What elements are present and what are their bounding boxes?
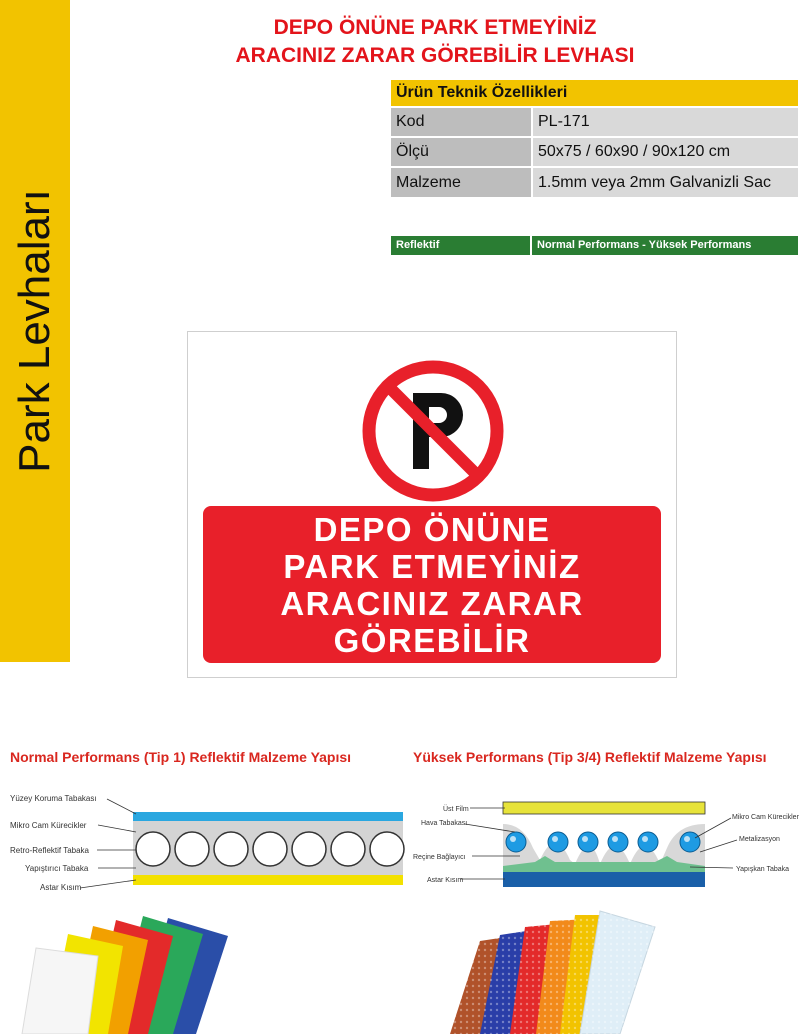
- title-line-1: DEPO ÖNÜNE PARK ETMEYİNİZ: [273, 16, 597, 39]
- spec-key: Ölçü: [391, 137, 532, 167]
- normal-layer-label: Yüzey Koruma Tabakası: [10, 794, 97, 803]
- high-layer-diagram: [405, 788, 810, 893]
- spec-key: Malzeme: [391, 167, 532, 197]
- high-sheets-image: [440, 905, 665, 1034]
- high-layer-label: Mikro Cam Kürecikler: [732, 814, 799, 821]
- sign-text-panel: [203, 506, 661, 663]
- high-layer-label: Yapışkan Tabaka: [736, 866, 790, 873]
- page-title: [180, 14, 690, 70]
- high-layer-label: Hava Tabakası: [421, 820, 468, 827]
- normal-layer-label: Astar Kısım: [40, 883, 82, 892]
- high-layer-label: Astar Kısım: [427, 877, 464, 884]
- normal-layer-label: Retro-Reflektif Tabaka: [10, 846, 89, 855]
- normal-section-title: Normal Performans (Tip 1) Reflektif Malzeme Yapısı: [10, 749, 352, 765]
- sign-line: DEPO ÖNÜNE: [313, 510, 551, 548]
- spec-value: 50x75 / 60x90 / 90x120 cm: [532, 137, 798, 167]
- normal-sheets-image: [18, 910, 243, 1034]
- spec-table: [391, 80, 798, 197]
- title-line-2: ARACINIZ ZARAR GÖREBİLİR LEVHASI: [235, 44, 635, 67]
- no-parking-icon: [361, 359, 505, 503]
- reflective-row: [391, 236, 798, 255]
- spec-row: [391, 137, 798, 167]
- sidebar-label: Park Levhaları: [10, 189, 59, 473]
- normal-layer-label: Yapıştırıcı Tabaka: [25, 864, 89, 873]
- spec-key: Kod: [391, 107, 532, 137]
- reflective-key: Reflektif: [391, 236, 532, 255]
- spec-value: 1.5mm veya 2mm Galvanizli Sac: [532, 167, 798, 197]
- spec-row: [391, 167, 798, 197]
- high-section-title: Yüksek Performans (Tip 3/4) Reflektif Malzeme Yapısı: [413, 749, 767, 765]
- reflective-value: Normal Performans - Yüksek Performans: [532, 236, 798, 255]
- normal-layer-label: Mikro Cam Kürecikler: [10, 821, 87, 830]
- sign-preview: [187, 331, 677, 678]
- spec-value: PL-171: [532, 107, 798, 137]
- normal-layer-diagram: [0, 788, 405, 893]
- sign-line: ARACINIZ ZARAR: [280, 584, 584, 622]
- spec-header: Ürün Teknik Özellikleri: [391, 80, 798, 107]
- spec-row: [391, 107, 798, 137]
- sign-line: GÖREBİLİR: [333, 621, 531, 659]
- high-layer-label: Üst Film: [443, 806, 469, 813]
- sign-line: PARK ETMEYİNİZ: [283, 547, 581, 585]
- high-layer-label: Reçine Bağlayıcı: [413, 854, 466, 861]
- category-sidebar: [0, 0, 70, 662]
- high-layer-label: Metalizasyon: [739, 836, 780, 843]
